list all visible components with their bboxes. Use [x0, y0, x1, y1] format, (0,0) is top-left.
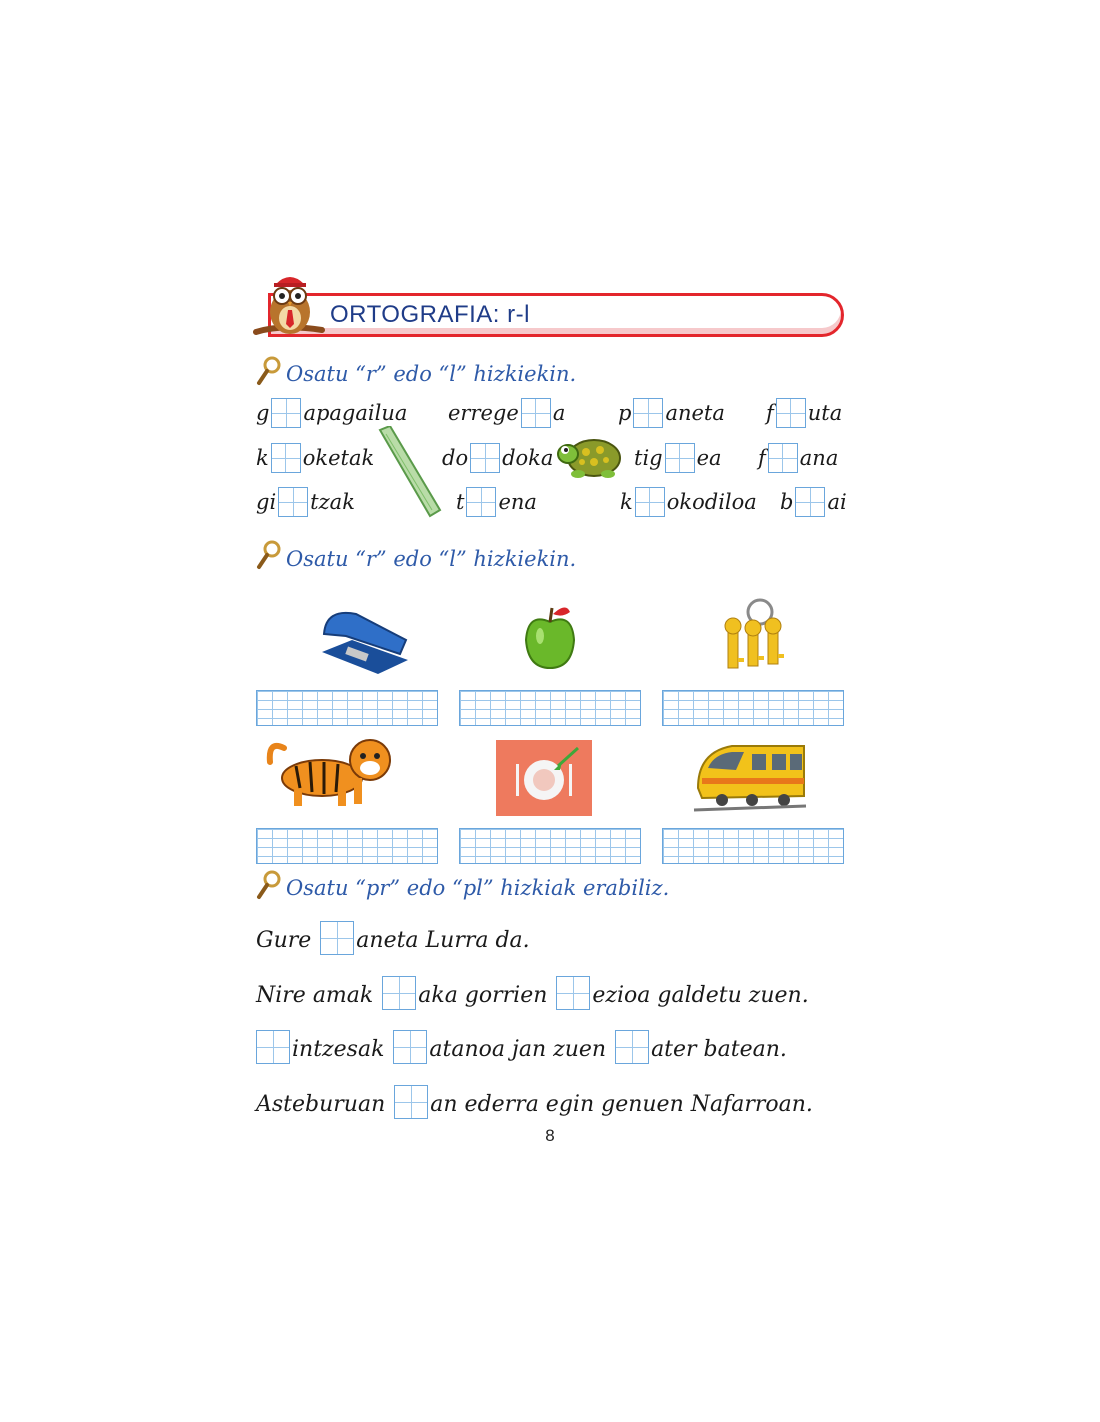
word-item: do doka: [442, 443, 553, 473]
plate-icon: [496, 740, 592, 816]
word-item: gi tzak: [256, 487, 355, 517]
word-item: p aneta: [618, 398, 725, 428]
answer-grid[interactable]: [459, 690, 641, 726]
stapler-icon: [316, 600, 410, 676]
turtle-icon: [556, 432, 630, 480]
letter-box[interactable]: [470, 443, 500, 473]
letter-box[interactable]: [768, 443, 798, 473]
letter-box[interactable]: [466, 487, 496, 517]
letter-box[interactable]: [776, 398, 806, 428]
owl-mascot-icon: [252, 268, 326, 342]
letter-box[interactable]: [393, 1030, 427, 1064]
train-icon: [692, 738, 808, 814]
magnifier-icon: [256, 540, 282, 570]
letter-box[interactable]: [256, 1030, 290, 1064]
letter-box[interactable]: [394, 1085, 428, 1119]
sentence: Gure aneta Lurra da.: [256, 921, 530, 955]
exercise1-instruction: Osatu “r” edo “l” hizkiekin.: [286, 362, 577, 386]
word-item: g apagailua: [256, 398, 407, 428]
word-item: k okodiloa: [620, 487, 757, 517]
apple-icon: [520, 602, 580, 672]
word-item: f ana: [758, 443, 838, 473]
letter-box[interactable]: [271, 443, 301, 473]
answer-grid[interactable]: [662, 828, 844, 864]
word-item: tig ea: [634, 443, 722, 473]
letter-box[interactable]: [556, 976, 590, 1010]
letter-box[interactable]: [633, 398, 663, 428]
ruler-icon: [374, 426, 444, 518]
letter-box[interactable]: [278, 487, 308, 517]
letter-box[interactable]: [271, 398, 301, 428]
sentence: intzesak atanoa jan zuen ater batean.: [256, 1030, 787, 1064]
sentence: Asteburuan an ederra egin genuen Nafarroan.: [256, 1085, 813, 1119]
letter-box[interactable]: [320, 921, 354, 955]
page-number: 8: [545, 1126, 555, 1145]
exercise2-instruction: Osatu “r” edo “l” hizkiekin.: [286, 547, 577, 571]
keys-icon: [722, 596, 792, 676]
word-item: b ai: [780, 487, 847, 517]
answer-grid[interactable]: [662, 690, 844, 726]
word-item: k oketak: [256, 443, 374, 473]
page-title: ORTOGRAFIA: r-l: [330, 301, 530, 328]
letter-box[interactable]: [665, 443, 695, 473]
tiger-icon: [266, 734, 402, 810]
letter-box[interactable]: [615, 1030, 649, 1064]
answer-grid[interactable]: [459, 828, 641, 864]
word-item: t ena: [456, 487, 537, 517]
word-item: f uta: [766, 398, 842, 428]
letter-box[interactable]: [795, 487, 825, 517]
sentence: Nire amak aka gorrien ezioa galdetu zuen.: [256, 976, 809, 1010]
magnifier-icon: [256, 356, 282, 386]
word-item: errege a: [448, 398, 565, 428]
letter-box[interactable]: [635, 487, 665, 517]
letter-box[interactable]: [382, 976, 416, 1010]
answer-grid[interactable]: [256, 690, 438, 726]
answer-grid[interactable]: [256, 828, 438, 864]
exercise3-instruction: Osatu “pr” edo “pl” hizkiak erabiliz.: [286, 876, 670, 900]
magnifier-icon: [256, 870, 282, 900]
letter-box[interactable]: [521, 398, 551, 428]
